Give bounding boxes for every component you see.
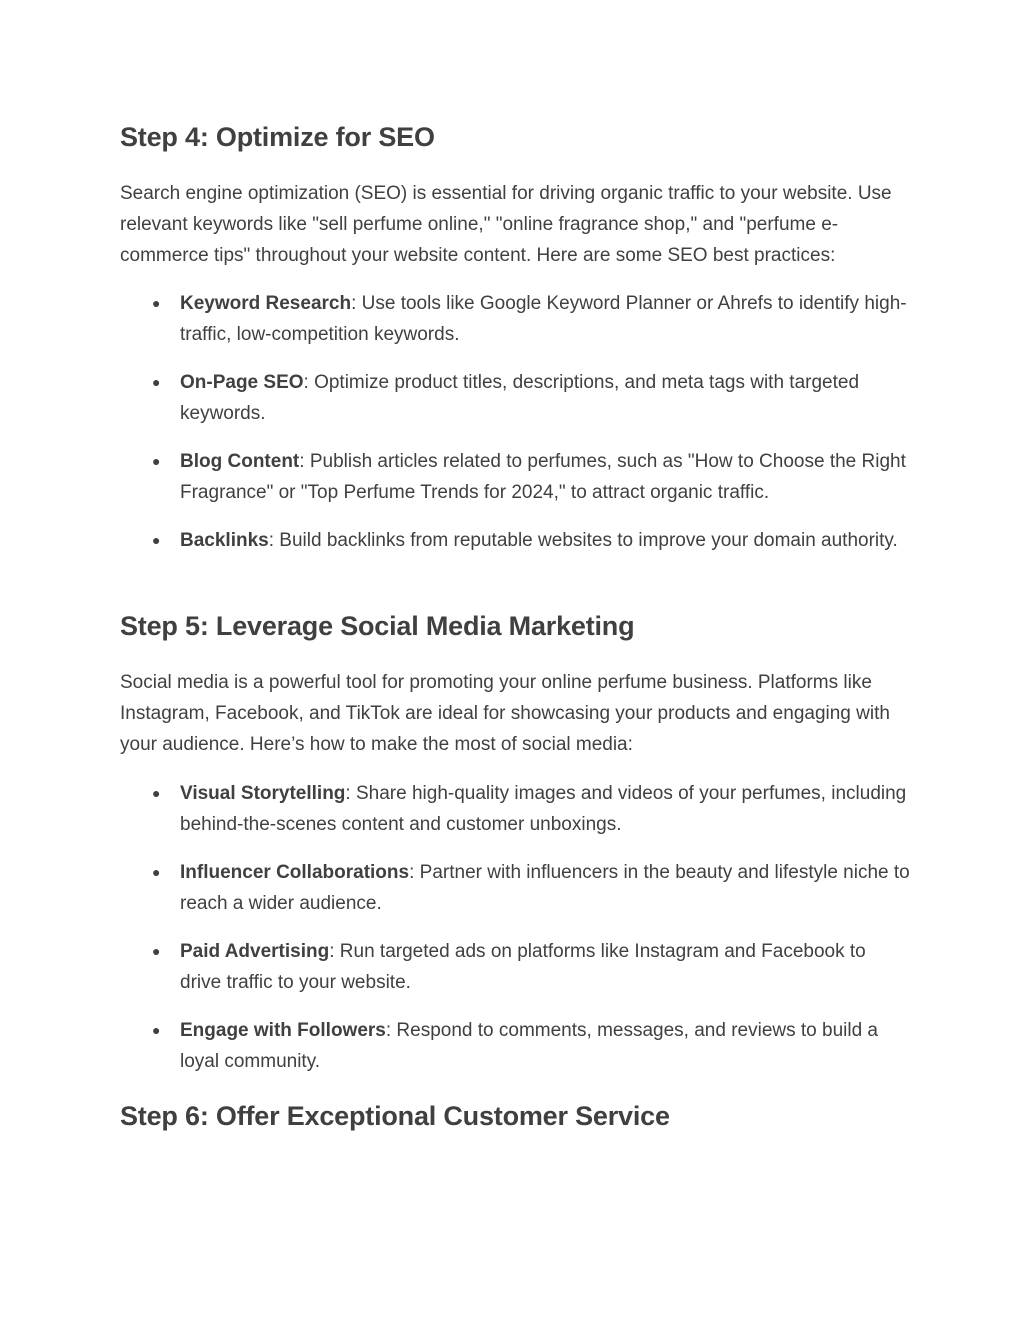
- list-item: [120, 1015, 910, 1077]
- bullet-icon: ●: [152, 453, 161, 469]
- list-item: [120, 936, 910, 998]
- list-item: [120, 288, 910, 350]
- bullet-icon: ●: [152, 785, 161, 801]
- list-item-text: : Run targeted ads on platforms like Instagram and Facebook to drive traffic to your website.: [180, 941, 866, 993]
- list-item: [120, 857, 910, 919]
- list-item-title: Engage with Followers: [180, 1020, 386, 1041]
- list-item-text: : Optimize product titles, descriptions, and meta tags with targeted keywords.: [180, 372, 860, 424]
- list-item: [120, 778, 910, 840]
- bullet-icon: ●: [152, 943, 161, 959]
- list-item-text: : Partner with influencers in the beauty and lifestyle niche to reach a wider audience.: [180, 862, 910, 914]
- list-item: [120, 367, 910, 429]
- list-item-text: : Share high-quality images and videos of your perfumes, including behind-the-scenes content and customer unboxings.: [180, 783, 907, 835]
- bullet-list-step-5: [120, 778, 910, 1094]
- section-heading-step-5: Step 5: Leverage Social Media Marketing: [120, 611, 635, 641]
- bullet-icon: ●: [152, 532, 161, 548]
- bullet-icon: ●: [152, 374, 161, 390]
- bullet-icon: ●: [152, 1022, 161, 1038]
- bullet-icon: ●: [152, 295, 161, 311]
- section-intro-step-4: Search engine optimization (SEO) is essential for driving organic traffic to your website. Use relevant keywords like "sell perfume online," "online fragrance shop," and "perfume e-commerce tips" throughout your website content. Here are some SEO best practices:: [120, 183, 892, 266]
- list-item: [120, 446, 910, 508]
- bullet-list-step-4: [120, 288, 910, 573]
- list-item-text: : Publish articles related to perfumes, such as "How to Choose the Right Fragrance" or "Top Perfume Trends for 2024," to attract organic traffic.: [180, 451, 906, 503]
- list-item-title: Influencer Collaborations: [180, 862, 410, 883]
- section-intro-step-5: Social media is a powerful tool for promoting your online perfume business. Platforms like Instagram, Facebook, and TikTok are ideal for showcasing your products and engaging with your audience. Here’s how to make the most of social media:: [120, 672, 890, 755]
- list-item-text: : Build backlinks from reputable websites to improve your domain authority.: [268, 530, 898, 551]
- list-item-text: : Respond to comments, messages, and reviews to build a loyal community.: [180, 1020, 878, 1072]
- list-item-title: Blog Content: [180, 451, 300, 472]
- list-item-title: Paid Advertising: [180, 941, 330, 962]
- list-item-title: Backlinks: [180, 530, 269, 551]
- list-item: [120, 525, 910, 556]
- bullet-icon: ●: [152, 864, 161, 880]
- list-item-title: Visual Storytelling: [180, 783, 346, 804]
- list-item-title: Keyword Research: [180, 293, 352, 314]
- section-heading-step-6: Step 6: Offer Exceptional Customer Service: [120, 1101, 670, 1131]
- list-item-text: : Use tools like Google Keyword Planner or Ahrefs to identify high-traffic, low-competition keywords.: [180, 293, 907, 345]
- section-heading-step-4: Step 4: Optimize for SEO: [120, 122, 435, 152]
- list-item-title: On-Page SEO: [180, 372, 304, 393]
